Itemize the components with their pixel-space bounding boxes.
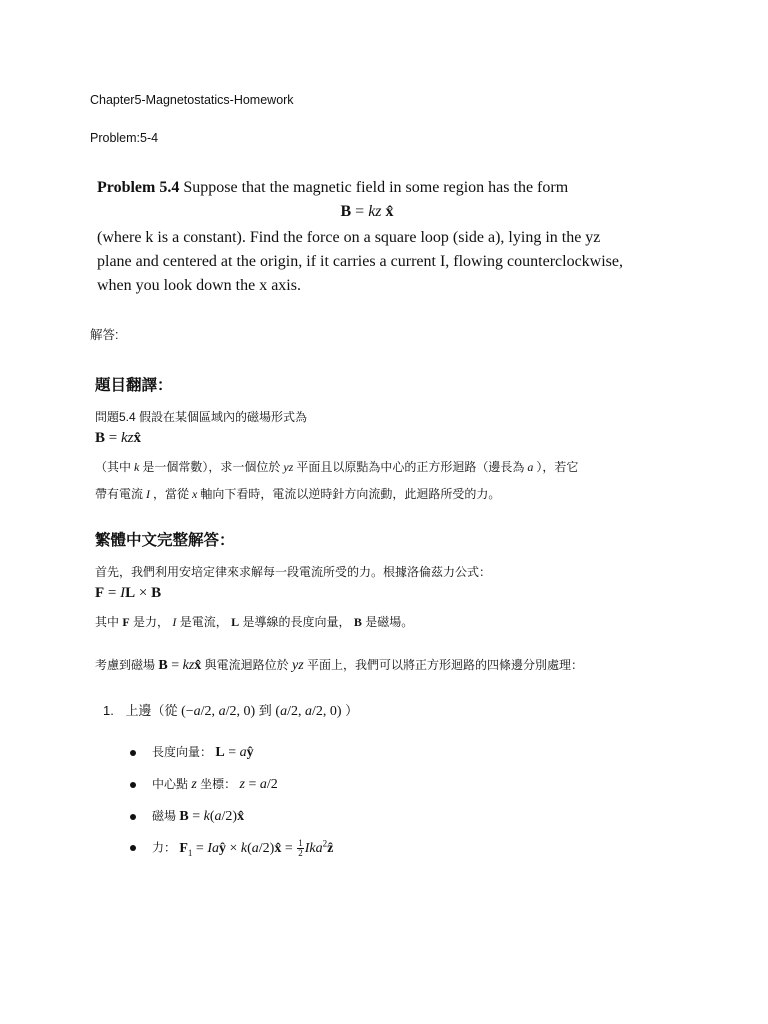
list-item-top-edge: 1. 上邊（從 (−a/2, a/2, 0) 到 (a/2, a/2, 0) ） xyxy=(103,703,359,719)
translation-equation: B = kzx̂ xyxy=(95,430,141,446)
translation-line-2: （其中 k 是一個常數），求一個位於 yz 平面且以原點為中心的正方形迴路（邊長為 a ），若它 xyxy=(95,460,579,474)
consider-paragraph: 考慮到磁場 B = kzx̂ 與電流迴路位於 yz 平面上，我們可以將正方形迴路的四條邊分別處理： xyxy=(95,658,584,673)
problem-lead: Suppose that the magnetic field in some region has the form xyxy=(183,179,569,196)
problem-equation: B = kz x̂ xyxy=(340,203,394,220)
document-title: Chapter5-Magnetostatics-Homework xyxy=(90,93,294,107)
problem-line-2: plane and centered at the origin, if it carries a current I, flowing counterclockwise, xyxy=(97,253,623,270)
translation-line-1: 問題5.4 假設在某個區域內的磁場形式為 xyxy=(95,410,308,424)
translation-heading: 題目翻譯： xyxy=(95,377,173,394)
translation-line-3: 帶有電流 I ，當從 x 軸向下看時，電流以逆時針方向流動，此迴路所受的力。 xyxy=(95,487,501,501)
answer-intro: 首先，我們利用安培定律來求解每一段電流所受的力。根據洛倫茲力公式： xyxy=(95,565,492,579)
formula-explanation: 其中 F 是力， I 是電流， L 是導線的長度向量， B 是磁場。 xyxy=(95,615,414,629)
problem-line-1: (where k is a constant). Find the force on a square loop (side a), lying in the yz xyxy=(97,229,601,246)
bullet-length-vector: 長度向量： L = aŷ xyxy=(130,743,254,761)
bullet-center-z: 中心點 z 坐標： z = a/2 xyxy=(130,775,278,793)
problem-statement xyxy=(97,176,697,298)
problem-line-3: when you look down the x axis. xyxy=(97,277,301,294)
bullet-force: 力： $F_1$ = Iaŷ × k(a/2)x̂ = $\frac{1}{2}$ Ika$^2$ẑ xyxy=(130,838,333,858)
bullet-magnetic-field: 磁場 B = k(a/2)x̂ xyxy=(130,807,244,825)
lorentz-formula: F = IL × B xyxy=(95,585,162,601)
problem-label: Problem 5.4 xyxy=(97,179,180,196)
problem-number: Problem:5-4 xyxy=(90,131,159,145)
answer-label: 解答: xyxy=(90,328,119,342)
answer-heading: 繁體中文完整解答： xyxy=(95,532,235,549)
